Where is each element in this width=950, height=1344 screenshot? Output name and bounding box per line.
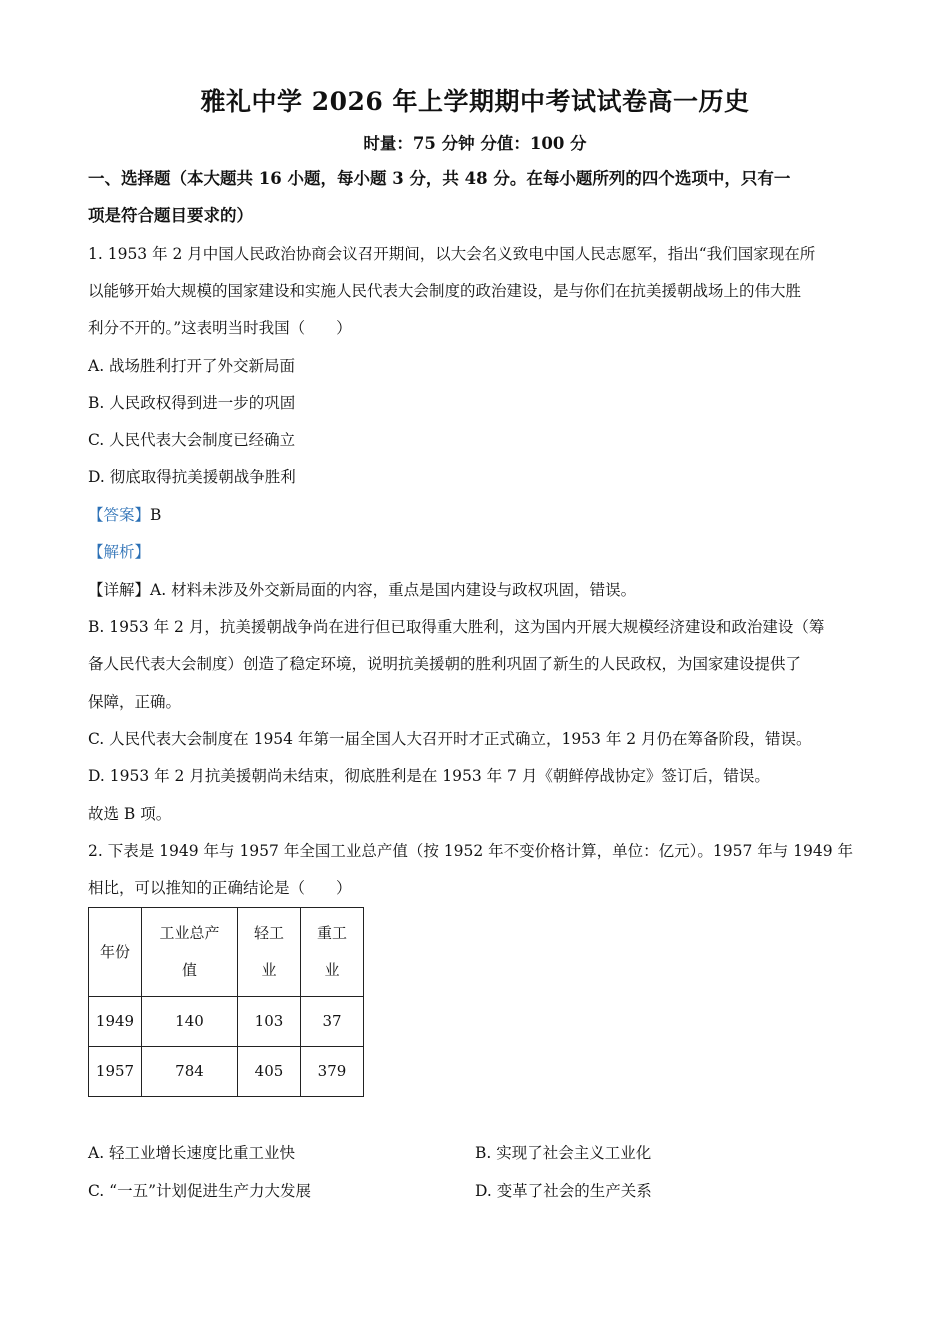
- table-cell: 37: [301, 997, 364, 1047]
- analysis-tag: 【解析】: [88, 543, 151, 561]
- explanation-conclusion: 故选 B 项。: [88, 805, 172, 823]
- option-d: D. 变革了社会的生产关系: [475, 1182, 652, 1200]
- option-b: B. 实现了社会主义工业化: [475, 1144, 652, 1162]
- table-cell: 1957: [89, 1047, 142, 1097]
- table-cell: 784: [142, 1047, 238, 1097]
- table-row: [89, 1047, 364, 1097]
- table-header-cell: [301, 908, 364, 997]
- explanation-line: 备人民代表大会制度）创造了稳定环境，说明抗美援朝的胜利巩固了新生的人民政权，为国家建设提供了: [88, 655, 802, 673]
- header-text: 年份: [99, 942, 130, 961]
- option-a: A. 战场胜利打开了外交新局面: [88, 357, 296, 375]
- table-cell: 140: [142, 997, 238, 1047]
- answer-tag: 【答案】: [88, 506, 151, 524]
- explanation-line: C. 人民代表大会制度在 1954 年第一届全国人大召开时才正式确立，1953 年 2 月仍在筹备阶段，错误。: [88, 730, 812, 748]
- answer-value: B: [150, 506, 162, 524]
- table-header-cell: [238, 908, 301, 997]
- option-c: C. “一五”计划促进生产力大发展: [88, 1182, 312, 1200]
- question-stem-line: 以能够开始大规模的国家建设和实施人民代表大会制度的政治建设，是与你们在抗美援朝战场上的伟大胜: [88, 282, 802, 300]
- industrial-output-table: [88, 907, 364, 1097]
- option-a: A. 轻工业增长速度比重工业快: [88, 1144, 296, 1162]
- header-text: 业: [324, 961, 340, 979]
- explanation-line: 保障，正确。: [88, 693, 182, 711]
- explanation-line: [88, 580, 870, 600]
- header-text: 轻工: [253, 924, 284, 942]
- table-header-row: [89, 908, 364, 997]
- answer-line: [88, 505, 870, 525]
- question-stem-line: 1. 1953 年 2 月中国人民政治协商会议召开期间，以大会名义致电中国人民志愿军，指出“我们国家现在所: [88, 245, 816, 263]
- question-stem-line: 2. 下表是 1949 年与 1957 年全国工业总产值（按 1952 年不变价格计算，单位：亿元）。1957 年与 1949 年: [88, 842, 854, 860]
- section-heading: [88, 160, 868, 234]
- explanation-text: A. 材料未涉及外交新局面的内容，重点是国内建设与政权巩固，错误。: [150, 581, 637, 599]
- table-row: [89, 997, 364, 1047]
- option-d: D. 彻底取得抗美援朝战争胜利: [88, 468, 296, 486]
- page-title: 雅礼中学 2026 年上学期期中考试试卷高一历史: [200, 87, 750, 116]
- detail-tag: 【详解】: [88, 581, 151, 599]
- exam-duration-score: 时量：75 分钟 分值：100 分: [363, 134, 587, 153]
- table-header-cell: [89, 908, 142, 997]
- table-cell: 379: [301, 1047, 364, 1097]
- table-header-cell: [142, 908, 238, 997]
- question-stem-line: 利分不开的。”这表明当时我国（ ）: [88, 319, 352, 337]
- option-b: B. 人民政权得到进一步的巩固: [88, 394, 296, 412]
- section-heading-line: 一、选择题（本大题共 16 小题，每小题 3 分，共 48 分。在每小题所列的四个选项中，只有一: [88, 169, 791, 188]
- section-heading-line: 项是符合题目要求的）: [88, 206, 253, 225]
- question-stem-line: 相比，可以推知的正确结论是（ ）: [88, 879, 352, 897]
- table-cell: 405: [238, 1047, 301, 1097]
- explanation-line: B. 1953 年 2 月，抗美援朝战争尚在进行但已取得重大胜利，这为国内开展大规模经济建设和政治建设（筹: [88, 618, 825, 636]
- table-cell: 103: [238, 997, 301, 1047]
- header-text: 工业总产: [159, 924, 220, 942]
- table-cell: 1949: [89, 997, 142, 1047]
- option-c: C. 人民代表大会制度已经确立: [88, 431, 296, 449]
- explanation-line: D. 1953 年 2 月抗美援朝尚未结束，彻底胜利是在 1953 年 7 月《朝鲜停战协定》签订后，错误。: [88, 767, 770, 785]
- header-text: 重工: [316, 924, 347, 942]
- header-text: 值: [181, 961, 197, 979]
- header-text: 业: [261, 961, 277, 979]
